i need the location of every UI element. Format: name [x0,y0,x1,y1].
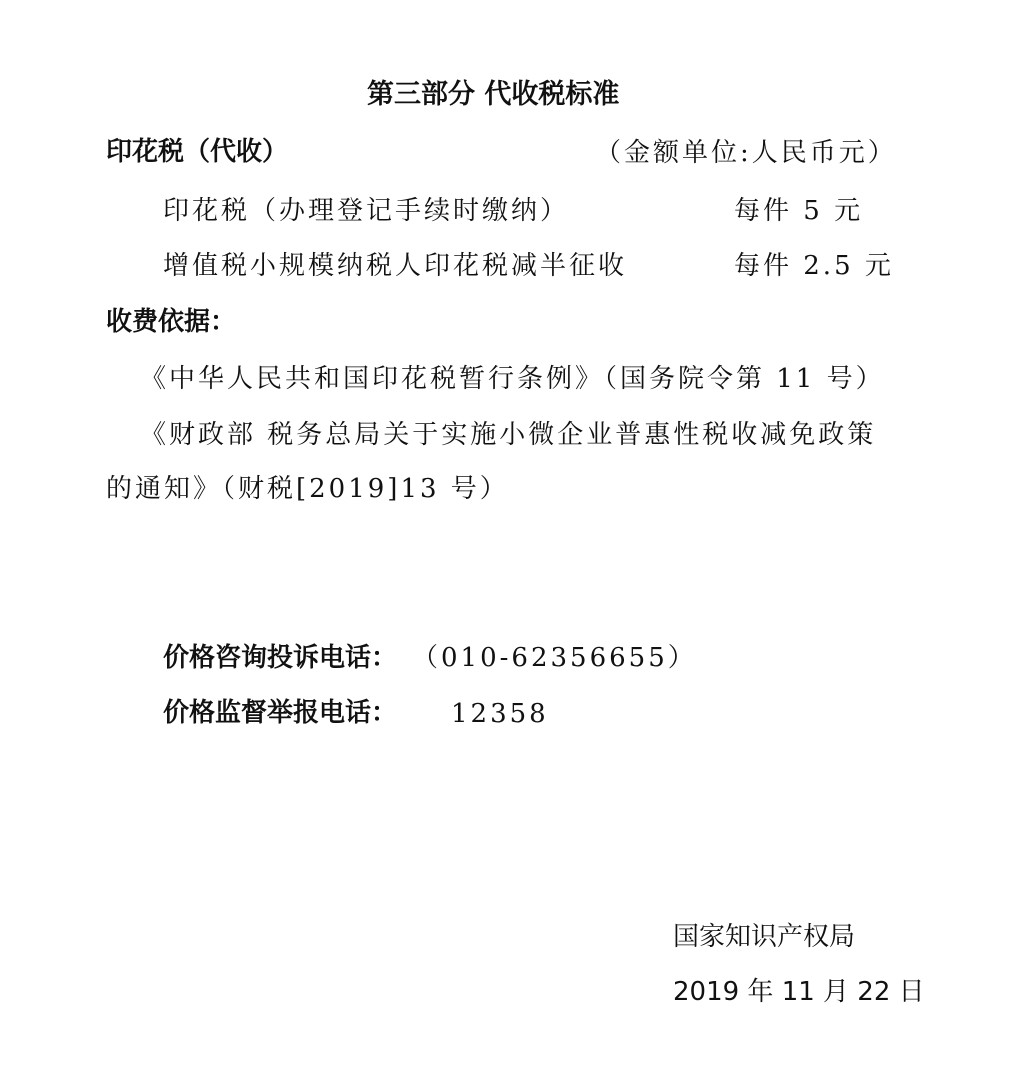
issue-date: 2019 年 11 月 22 日 [673,977,925,1007]
fee-item-price: 每件 5 元 [734,196,864,226]
page-title: 第三部分 代收税标准 [367,79,620,110]
basis-reference: 《财政部 税务总局关于实施小微企业普惠性税收减免政策 [140,420,877,450]
consult-phone-label: 价格咨询投诉电话： [163,643,398,673]
report-phone-number: 12358 [451,699,549,729]
stamp-tax-heading: 印花税（代收） [106,137,289,167]
basis-reference: 《中华人民共和国印花税暂行条例》（国务院令第 11 号） [140,364,885,394]
fee-item-price: 每件 2.5 元 [734,251,894,281]
basis-heading: 收费依据： [106,307,237,337]
consult-phone-number: （010-62356655） [412,643,697,673]
fee-item-label: 增值税小规模纳税人印花税减半征收 [163,251,628,281]
basis-reference-continued: 的通知》（财税[2019]13 号） [106,474,509,504]
issuing-organization: 国家知识产权局 [673,922,856,952]
amount-unit-note: （金额单位:人民币元） [595,138,897,168]
report-phone-label: 价格监督举报电话： [163,698,398,728]
fee-item-label: 印花税（办理登记手续时缴纳） [163,196,570,226]
